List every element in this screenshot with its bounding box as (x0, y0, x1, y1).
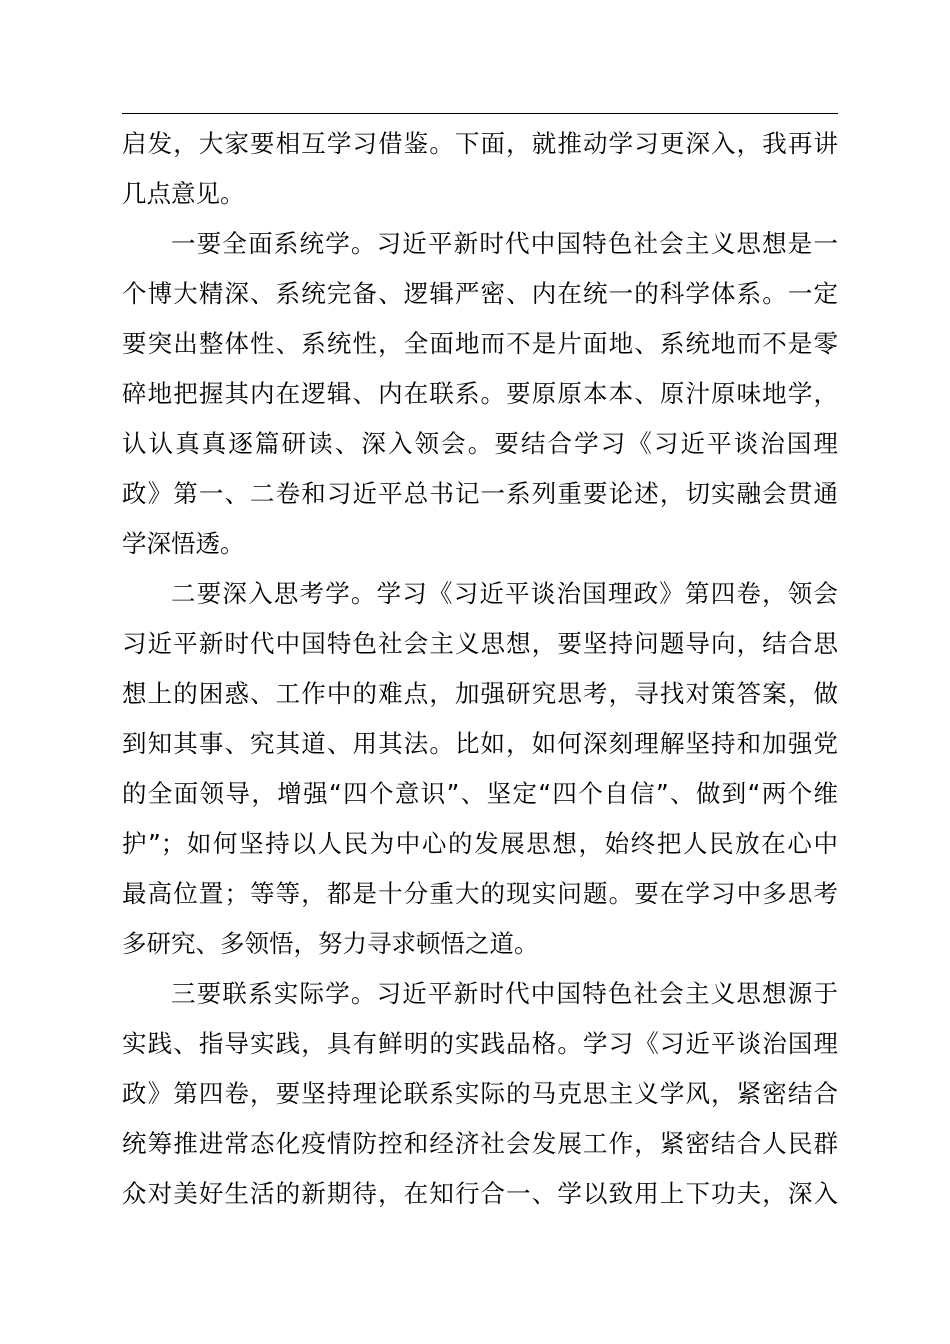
text-line: 到知其事、究其道、用其法。比如，如何深刻理解坚持和加强党 (122, 729, 838, 758)
text-line: 几点意见。 (122, 179, 245, 208)
paragraph-first-line: 二要深入思考学。学习《习近平谈治国理政》第四卷，领会 (171, 579, 838, 608)
paragraph-first-line: 三要联系实际学。习近平新时代中国特色社会主义思想源于 (171, 979, 838, 1008)
text-line: 政》第一、二卷和习近平总书记一系列重要论述，切实融会贯通 (122, 479, 838, 508)
text-line: 实践、指导实践，具有鲜明的实践品格。学习《习近平谈治国理 (122, 1029, 838, 1058)
text-line: 护”；如何坚持以人民为中心的发展思想，始终把人民放在心中 (122, 829, 838, 858)
text-line: 启发，大家要相互学习借鉴。下面，就推动学习更深入，我再讲 (122, 129, 838, 158)
text-line: 个博大精深、系统完备、逻辑严密、内在统一的科学体系。一定 (122, 279, 838, 308)
text-line: 多研究、多领悟，努力寻求顿悟之道。 (122, 929, 539, 958)
text-line: 学深悟透。 (122, 529, 245, 558)
text-line: 的全面领导，增强“四个意识”、坚定“四个自信”、做到“两个维 (122, 779, 838, 808)
text-line: 最高位置；等等，都是十分重大的现实问题。要在学习中多思考 (122, 879, 838, 908)
text-line: 要突出整体性、系统性，全面地而不是片面地、系统地而不是零 (122, 329, 838, 358)
text-line: 习近平新时代中国特色社会主义思想，要坚持问题导向，结合思 (122, 629, 838, 658)
text-line: 政》第四卷，要坚持理论联系实际的马克思主义学风，紧密结合 (122, 1079, 838, 1108)
body-text (122, 119, 838, 1219)
text-line: 碎地把握其内在逻辑、内在联系。要原原本本、原汁原味地学， (122, 379, 838, 408)
paragraph-first-line: 一要全面系统学。习近平新时代中国特色社会主义思想是一 (171, 229, 838, 258)
header-rule (122, 113, 838, 114)
text-line: 众对美好生活的新期待，在知行合一、学以致用上下功夫，深入 (122, 1179, 838, 1208)
text-line: 想上的困惑、工作中的难点，加强研究思考，寻找对策答案，做 (122, 679, 838, 708)
text-line: 统筹推进常态化疫情防控和经济社会发展工作，紧密结合人民群 (122, 1129, 838, 1158)
text-line: 认认真真逐篇研读、深入领会。要结合学习《习近平谈治国理 (122, 429, 838, 458)
